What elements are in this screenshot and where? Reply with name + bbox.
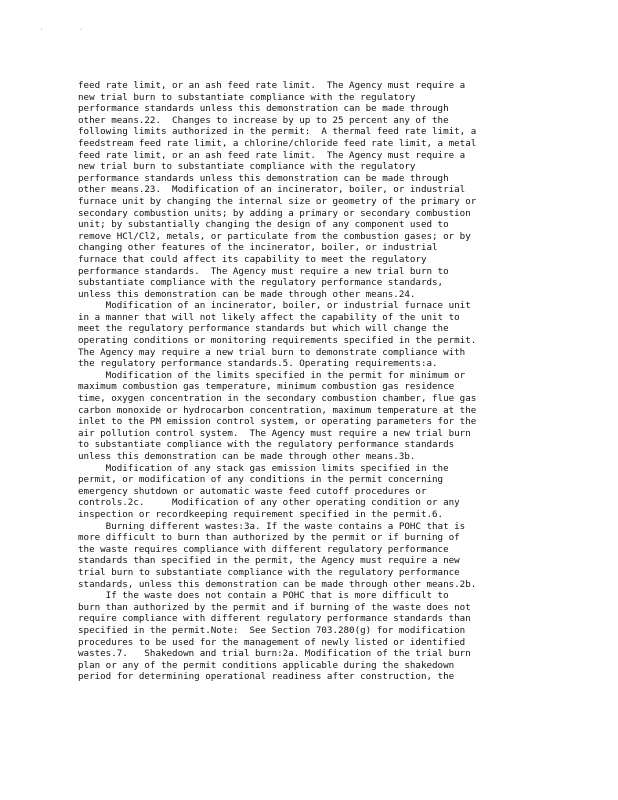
text-line: plan or any of the permit conditions applicable during the shakedown [78,659,455,671]
text-line: Modification of any stack gas emission limits specified in the [78,462,449,474]
text-line: the waste requires compliance with different regulatory performance [78,543,449,555]
text-line: carbon monoxide or hydrocarbon concentration, maximum temperature at the [78,404,477,416]
text-line: controls.2c. Modification of any other operating condition or any [78,497,460,509]
document-page [78,80,540,683]
text-line: more difficult to burn than authorized by the permit or if burning of [78,532,460,544]
text-line: standards than specified in the permit, the Agency must require a new [78,555,460,567]
scan-artifact-marks: ' ' [40,28,99,35]
text-line: emergency shutdown or automatic waste feed cutoff procedures or [78,485,427,497]
text-line: furnace that could affect its capability to meet the regulatory [78,253,427,265]
text-line: unit; by substantially changing the design of any component used to [78,219,449,231]
text-line: inlet to the PM emission control system, or operating parameters for the [78,416,477,428]
text-line: Modification of an incinerator, boiler, or industrial furnace unit [78,300,471,312]
text-line: maximum combustion gas temperature, minimum combustion gas residence [78,381,455,393]
text-line: permit, or modification of any conditions in the permit concerning [78,474,444,486]
text-line: performance standards unless this demonstration can be made through [78,172,449,184]
text-line: performance standards. The Agency must require a new trial burn to [78,265,449,277]
text-line: If the waste does not contain a POHC that is more difficult to [78,590,449,602]
text-line: require compliance with different regulatory performance standards than [78,613,471,625]
text-line: specified in the permit.Note: See Section 703.280(g) for modification [78,624,466,636]
text-line: unless this demonstration can be made through other means.3b. [78,451,416,462]
text-line: The Agency may require a new trial burn to demonstrate compliance with [78,346,466,358]
text-line: feed rate limit, or an ash feed rate limit. The Agency must require a [78,80,466,91]
text-line: standards, unless this demonstration can be made through other means.2b. [78,578,477,590]
text-line: following limits authorized in the permit: A thermal feed rate limit, a [78,126,477,138]
text-line: operating conditions or monitoring requirements specified in the permit. [78,335,477,347]
text-line: other means.23. Modification of an incinerator, boiler, or industrial [78,184,466,196]
text-line: feed rate limit, or an ash feed rate limit. The Agency must require a [78,149,466,161]
text-line: in a manner that will not likely affect the capability of the unit to [78,311,460,323]
text-line: unless this demonstration can be made through other means.24. [78,288,416,300]
text-line: burn than authorized by the permit and if burning of the waste does not [78,601,471,613]
text-line: the regulatory performance standards.5. Operating requirements:a. [78,358,438,370]
text-line: period for determining operational readiness after construction, the [78,671,455,683]
text-line: other means.22. Changes to increase by up to 25 percent any of the [78,114,449,126]
text-line: new trial burn to substantiate compliance with the regulatory [78,91,416,103]
text-line: furnace unit by changing the internal size or geometry of the primary or [78,195,477,207]
text-line: inspection or recordkeeping requirement specified in the permit.6. [78,508,444,520]
text-line: procedures to be used for the management of newly listed or identified [78,636,466,648]
text-line: remove HCl/Cl2, metals, or particulate from the combustion gases; or by [78,230,471,242]
text-line: new trial burn to substantiate compliance with the regulatory [78,161,416,173]
text-line: Modification of the limits specified in the permit for minimum or [78,369,466,381]
text-line: feedstream feed rate limit, a chlorine/chloride feed rate limit, a metal [78,137,477,149]
text-line: to substantiate compliance with the regulatory performance standards [78,439,455,451]
text-line: trial burn to substantiate compliance with the regulatory performance [78,566,460,578]
text-line: Burning different wastes:3a. If the waste contains a POHC that is [78,520,466,532]
text-line: air pollution control system. The Agency must require a new trial burn [78,427,471,439]
text-line: substantiate compliance with the regulatory performance standards, [78,277,444,289]
text-line: performance standards unless this demonstration can be made through [78,103,449,115]
text-line: changing other features of the incinerator, boiler, or industrial [78,242,438,254]
text-line: wastes.7. Shakedown and trial burn:2a. Modification of the trial burn [78,648,471,660]
text-line: meet the regulatory performance standards but which will change the [78,323,449,335]
text-line: secondary combustion units; by adding a primary or secondary combustion [78,207,471,219]
text-line: time, oxygen concentration in the secondary combustion chamber, flue gas [78,393,477,405]
